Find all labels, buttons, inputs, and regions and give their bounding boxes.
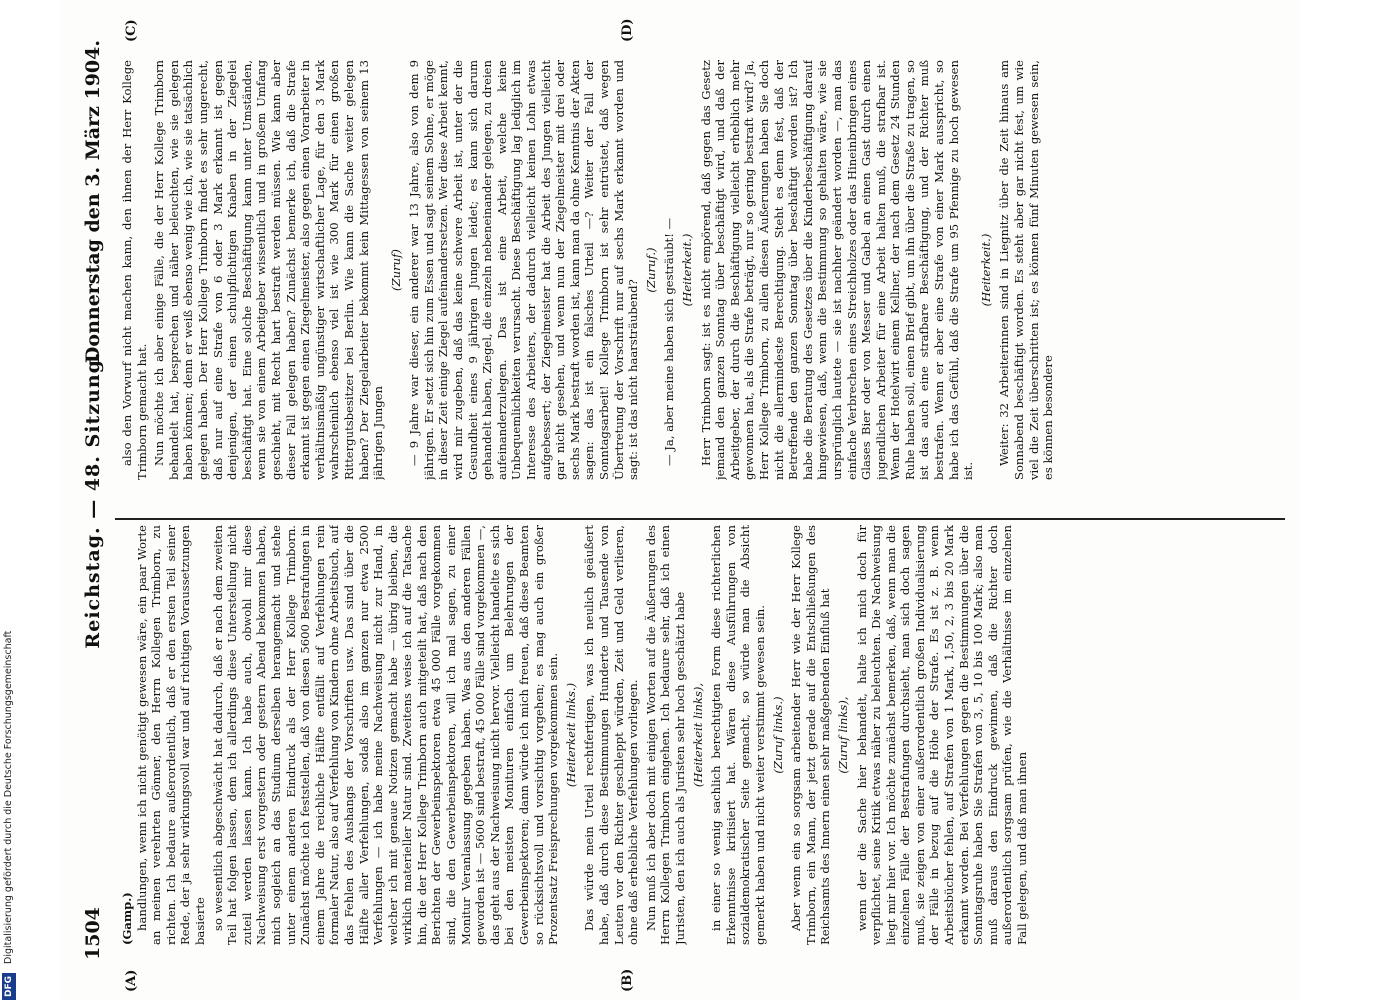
paragraph: handlungen, wenn ich nicht genötigt gewesen wäre, ein paar Worte an meinen verehrten Gönner, den Herrn Kollegen Trimborn, zu richten. Ich bedaure außerordentlich, daß er den ersten Teil seiner Rede, der ja sehr wirkungsvoll war und auf richtigen Voraussetzungen basierte (134, 525, 207, 945)
paragraph: Aber wenn ein so sorgsam arbeitender Herr wie der Herr Kollege Trimborn, ein Mann, der jetzt gerade auf die Entschließungen des Reichsamts des Innern einen sehr maßgebenden Einfluß hat (789, 525, 833, 945)
interjection: (Heiterkeit links.) (563, 682, 578, 788)
funding-note (0, 0, 18, 1000)
session-date: Donnerstag den 3. März 1904. (82, 40, 104, 364)
paragraph: Herr Trimborn sagt: ist es nicht empörend, daß gegen das Gesetz jemand den ganzen Sonntag über beschäftigt wird, und daß der Arbeitgeber, der durch die Beschäftigung vielleicht erheblich mehr gewonnen hat, als die Strafe beträgt, nur so gering bestraft wird? Ja, Herr Kollege Trimborn, zu allen diesen Äußerungen haben Sie doch nicht die allermindeste Berechtigung. Steht es denn fest, daß der Betreffende den ganzen Sonntag über beschäftigt worden ist? Ich habe die Beratung des Gesetzes über die Kinderbeschäftigung darauf hingewiesen, daß, wenn die Bestimmung so gehalten wäre, wie sie ursprünglich lautete — sie ist nachher geändert worden —, man das einfache Verbrechen eines Streichholzes oder das Hineinbringen eines Glases Bier oder von Messer und Gabel an einen Gast durch einen jugendlichen Arbeiter für eine Arbeit halten muß, die strafbar ist. Wenn der Hotelwirt einem Kellner, der nach dem Gesetz 24 Stunden Ruhe haben soll, einen Brief gibt, um ihn über die Straße zu tragen, so ist das auch eine strafbare Beschäftigung, und der Richter muß bestrafen. Wenn er aber eine Strafe von einer Mark ausspricht, so habe ich das Gefühl, daß die Strafe um 95 Pfennige zu hoch gewesen ist. (698, 60, 976, 480)
margin-mark-d: (D) (620, 18, 635, 42)
interjection: (Heiterkeit.) (978, 233, 993, 307)
dfg-logo-icon: DFG (2, 973, 16, 1000)
paragraph: — Ja, aber meine haben sich gesträubt! — (662, 217, 677, 466)
margin-mark-c: (C) (124, 19, 139, 42)
paragraph: wenn der die Sache hier behandelt, halte ich mich doch für verpflichtet, seine Kritik etwas näher zu beleuchten. Die Nachweisung liegt mir hier vor. Ich möchte zunächst bemerken, daß, wenn man die einzelnen Fälle der Bestrafungen durchsieht, man sich doch sagen muß, sie zeigen von einer außerordentlich großen Individualisierung der Fälle in bezug auf die Höhe der Strafe. Es ist z. B. wenn Arbeitsbücher fehlen, auf Strafen von 1 Mark, 1,50, 2, 3 bis 20 Mark erkannt worden. Bei Verfehlungen gegen die Bestimmungen über die Sonntagsruhe haben Sie Strafen von 3, 5, 10 bis 100 Mark; also man muß daraus den Eindruck gewinnen, daß die Richter doch außerordentlich sorgsam prüfen, wie die Verhältnisse im einzelnen Fall gelegen, und daß man ihnen (854, 525, 1030, 945)
paragraph: Nun möchte ich aber einige Fälle, die der Herr Kollege Trimborn behandelt hat, besprechen und näher beleuchten, wie sie gelegen haben können; denn er weiß ebenso wenig wie ich, wie sie tatsächlich gelegen haben. Der Herr Kollege Trimborn findet es sehr ungerecht, daß nur auf eine Strafe von 6 oder 3 Mark erkannt ist gegen denjenigen, der einen schulpflichtigen Knaben in der Ziegelei beschäftigt hat. Eine solche Beschäftigung kann unter Umständen, wenn sie von einem Arbeitgeber wissentlich und in großem Umfang geschieht, mit Recht hart bestraft werden müssen. Wie kann aber dieser Fall gelegen haben? Zunächst bemerke ich, daß die Strafe erkannt ist gegen einen Ziegelmeister, also gegen einen Vorarbeiter in verhältnismäßig ungünstiger wirtschaftlicher Lage, für den 3 Mark wahrscheinlich ebenso viel ist wie 300 Mark für einen großen Rittergutsbesitzer bei Berlin. Wie kann die Sache weiter gelegen haben? Der Ziegelarbeiter bekommt kein Mittagessen von seinem 13 jährigen Jungen (152, 60, 386, 480)
interjection: (Zuruf.) (643, 247, 658, 293)
margin-mark-b: (B) (620, 968, 635, 992)
rotated-document-page (60, 0, 1300, 1000)
paragraph: so wesentlich abgeschwächt hat dadurch, daß er nach dem zweiten Teil hat folgen lassen, dem ich allerdings diese Unterstellung nicht zuteil werden lassen kann. Ich habe auch, obwohl mir diese Nachweisung erst vorgestern oder gestern Abend bekommen haben, mich sogleich an das Studium derselben herangemacht und stehe unter einem anderen Eindruck als der Herr Kollege Trimborn. Zunächst möchte ich feststellen, daß von diesen 5600 Bestrafungen in einem Jahre die reichliche Hälfte entfällt auf Verfehlungen rein formaler Natur, also auf Verfehlung von Kindern ohne Arbeitsbuch, auf das Fehlen des Aushangs der Vorschriften usw. Das sind über die Hälfte aller Verfehlungen, sodaß also im ganzen nur etwa 2500 Verfehlungen — ich habe meine Nachweisung nicht zur Hand, in welcher ich mit genaue Notizen gemacht habe — übrig bleiben, die wirklich materieller Natur sind. Zweitens weise ich auf die Tatsache hin, die der Herr Kollege Trimborn auch mitgeteilt hat, daß nach den Berichten der Gewerbeinspektoren etwa 45 000 Fälle vorgekommen sind, die den Gewerbeinspektoren, will ich mal sagen, zu einer Monitur Veranlassung gegeben haben. Was aus den anderen Fällen geworden ist — 5600 sind bestraft, 45 000 Fälle sind vorgekommen —, das geht aus der Nachweisung nicht hervor. Vielleicht handelte es sich bei den meisten Monituren einfach um Belehrungen der Gewerbeinspektoren; dann würde ich mich freuen, daß diese Beamten so rücksichtsvoll und vorsichtig vorgehen; es mag auch ein großer Prozentsatz Freisprechungen vorgekommen sein. (210, 525, 561, 945)
interjection: (Heiterkeit links), (690, 682, 705, 788)
paragraph: also den Vorwurf nicht machen kann, den ihnen der Herr Kollege Trimborn gemacht hat. (120, 60, 149, 480)
page-number: 1504 (82, 907, 104, 960)
paragraph: — 9 Jahre war dieser, ein anderer war 13 Jahre, also von dem 9 jährigen. Er setzt sich hin zum Essen und sagt seinem Sohne, er möge in dieser Zeit einige Ziegel aufeinandersetzen. Wer diese Arbeit kennt, wird mir zugeben, daß das keine schwere Arbeit ist, unter der die Gesundheit eines 9 jährigen Jungen leidet; es kann sich darum gehandelt haben, Ziegel, die einzeln nebeneinander gelegen, zu dreien aufeinanderzulegen. Das ist eine Arbeit, welche keine Unbequemlichkeiten verursacht. Diese Beschäftigung lag lediglich im Interesse des Arbeiters, der dadurch vielleicht keinen Lohn etwas aufgebessert; der Ziegelmeister hat die Arbeit des Jungen vielleicht gar nicht gesehen, und wenn nun der Ziegelmeister mit drei oder sechs Mark bestraft worden ist, kann man da ohne Kenntnis der Akten sagen: das ist ein falsches Urteil —? Weiter der Fall der Sonntagsarbeit! Kollege Trimborn ist sehr entrüstet, daß wegen Übertretung der Vorschrift nur auf sechs Mark erkannt worden und sagt: ist das nicht haarsträubend? (407, 60, 641, 480)
page-header (78, 40, 118, 960)
paragraph: Weiter: 32 Arbeiterinnen sind in Liegnitz über die Zeit hinaus am Sonnabend beschäftigt worden. Es steht aber gar nicht fest, um wie viel die Zeit überschritten ist; es können fünf Minuten gewesen sein, es können besondere (997, 60, 1056, 480)
page-title: Reichstag. — 48. Sitzung. (82, 351, 104, 649)
funding-note-sidebar (0, 0, 18, 1000)
interjection: (Zuruf) (388, 249, 403, 291)
paragraph: Nun muß ich aber doch mit einigen Worten auf die Äußerungen des Herrn Kollegen Trimborn eingehen. Ich bedaure sehr, daß ich einen Juristen, den ich auch als Juristen sehr hoch geschätzt habe (643, 525, 687, 945)
interjection: (Heiterkeit.) (679, 233, 694, 307)
paragraph: Das würde mein Urteil rechtfertigen, was ich neulich geäußert habe, daß durch diese Bestimmungen Hunderte und Tausende von Leuten vor den Richter geschleppt würden, Zeit und Geld verlieren, ohne daß erhebliche Verfehlungen vorliegen. (582, 525, 641, 945)
right-column (120, 60, 1280, 480)
left-column (120, 525, 1280, 945)
interjection: (Zuruf links), (835, 696, 850, 774)
column-divider (115, 518, 1285, 520)
interjection: (Zuruf links.) (770, 696, 785, 774)
funding-note-text: Digitalisierung gefördert durch die Deutsche Forschungsgemeinschaft (3, 630, 14, 964)
margin-mark-a: (A) (124, 969, 139, 992)
paragraph: in einer so wenig sachlich berechtigten Form diese richterlichen Erkenntnisse kritisiert hat. Wären diese Ausführungen von sozialdemokratischer Seite gemacht, so würde man die Absicht gemerkt haben und nicht weiter verstimmt gewesen sein. (709, 525, 767, 945)
speaker-name: (Gamp.) (120, 892, 134, 945)
